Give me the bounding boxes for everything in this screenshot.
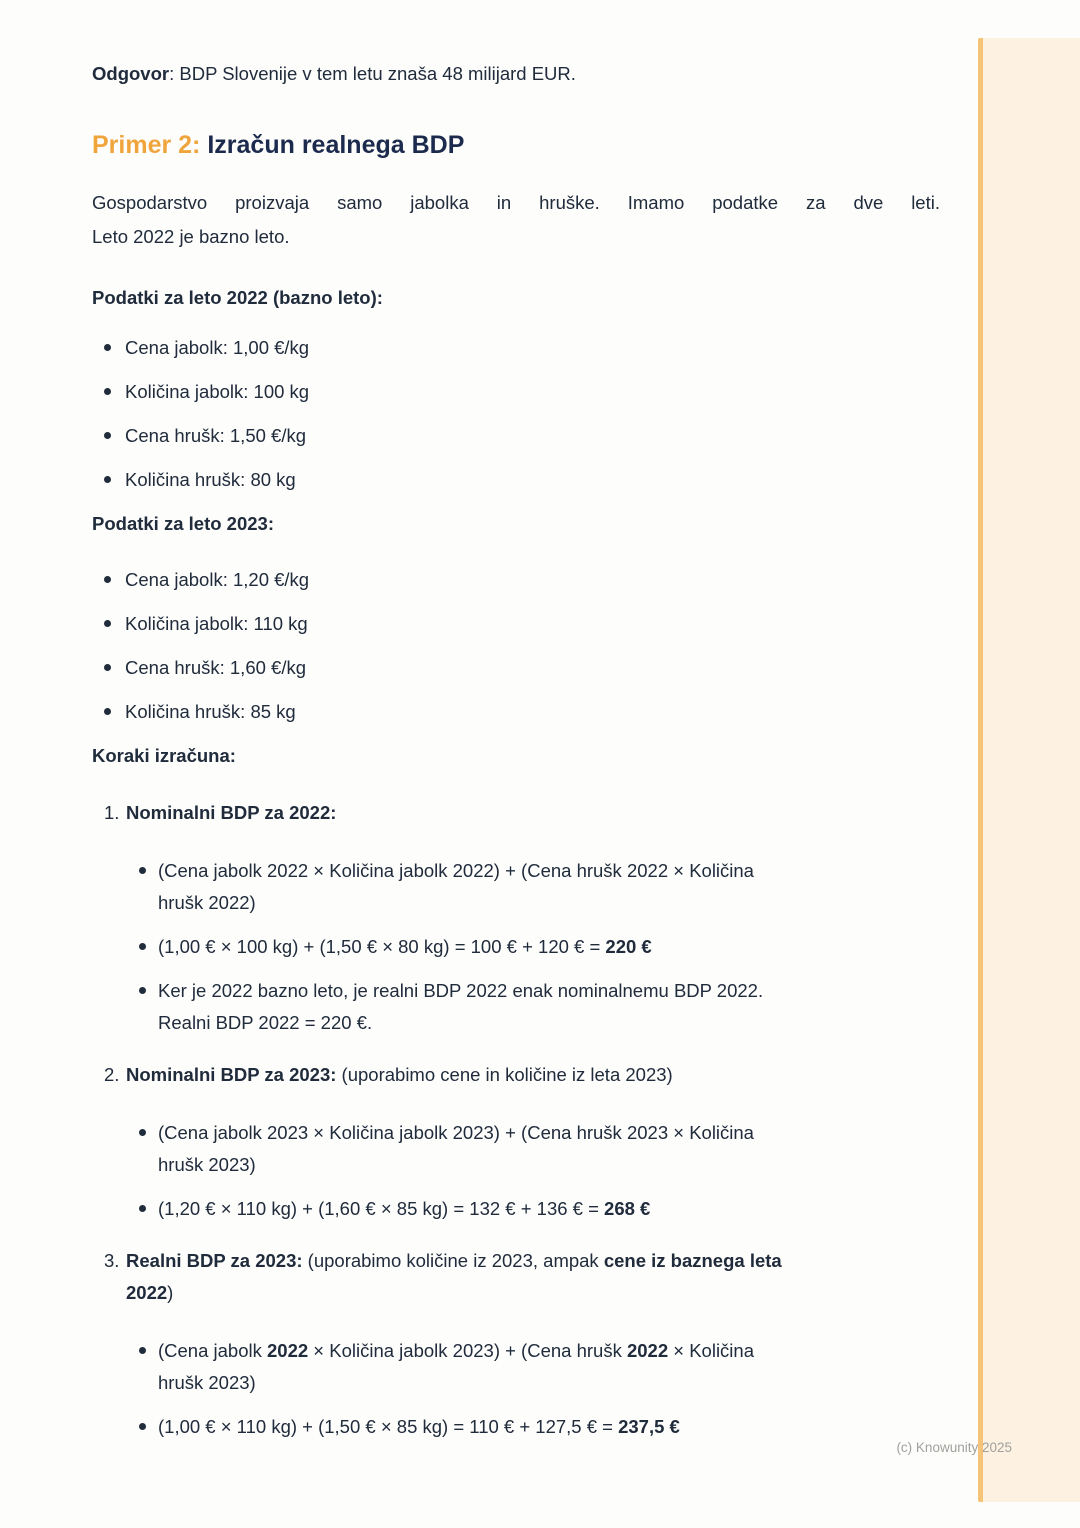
- text-segment: (Cena jabolk 2022 × Količina jabolk 2022) + (Cena hrušk 2022 × Količina hrušk 2022): [158, 860, 754, 913]
- text-segment: × Količina jabolk 2023) + (Cena hrušk: [308, 1340, 627, 1361]
- list-item: [126, 975, 778, 1039]
- section-title-steps: Koraki izračuna:: [92, 745, 236, 766]
- step-sublist: [126, 855, 832, 1039]
- step-title: [126, 1059, 832, 1091]
- text-segment: (Cena jabolk 2023 × Količina jabolk 2023) + (Cena hrušk 2023 × Količina hrušk 2023): [158, 1122, 754, 1175]
- step-sublist: [126, 1117, 832, 1225]
- section-title-2023: Podatki za leto 2023:: [92, 513, 274, 534]
- list-item-text: Cena jabolk: 1,20 €/kg: [125, 569, 310, 590]
- list-item: [92, 654, 940, 681]
- answer-text: : BDP Slovenije v tem letu znaša 48 milijard EUR.: [169, 63, 576, 84]
- list-item: [92, 610, 940, 637]
- page-title: [92, 130, 940, 160]
- list-item: [92, 566, 940, 593]
- list-item-text: Cena hrušk: 1,60 €/kg: [125, 657, 306, 678]
- section-title-2022: Podatki za leto 2022 (bazno leto):: [92, 287, 383, 308]
- text-segment: (1,20 € × 110 kg) + (1,60 € × 85 kg) = 132 € + 136 € =: [158, 1198, 605, 1219]
- step-title: [126, 1245, 832, 1309]
- text-segment: 220 €: [605, 936, 652, 957]
- intro-line: Gospodarstvo proizvaja samo jabolka in hruške. Imamo podatke za dve leti.: [92, 192, 940, 213]
- list-item: [92, 378, 940, 405]
- text-segment: Realni BDP za 2023:: [126, 1250, 303, 1271]
- list-item-text: Količina hrušk: 85 kg: [125, 701, 296, 722]
- text-segment: (1,00 € × 110 kg) + (1,50 € × 85 kg) = 110 € + 127,5 € =: [158, 1416, 619, 1437]
- document-content: [92, 0, 940, 1463]
- data-list-2023: [92, 566, 940, 725]
- step-item: [92, 1059, 832, 1225]
- text-segment: (1,00 € × 100 kg) + (1,50 € × 80 kg) = 100 € + 120 € =: [158, 936, 606, 957]
- list-item: [126, 1335, 778, 1399]
- list-item-text: Količina jabolk: 110 kg: [125, 613, 308, 634]
- text-segment: 268 €: [604, 1198, 651, 1219]
- list-item: [92, 334, 940, 361]
- list-item: [92, 466, 940, 493]
- text-segment: 237,5 €: [618, 1416, 680, 1437]
- calculation-steps: [92, 797, 940, 1443]
- answer-label: Odgovor: [92, 63, 170, 84]
- list-item-text: Cena hrušk: 1,50 €/kg: [125, 425, 306, 446]
- list-item: [126, 1411, 778, 1443]
- step-number: 1.: [104, 802, 120, 823]
- watermark: (c) Knowunity 2025: [896, 1440, 1012, 1455]
- step-number: 2.: [104, 1064, 120, 1085]
- text-segment: (Cena jabolk: [158, 1340, 268, 1361]
- text-segment: 2022: [626, 1340, 669, 1361]
- text-segment: (uporabimo cene in količine iz leta 2023): [336, 1064, 673, 1085]
- page-title-rest: Izračun realnega BDP: [207, 131, 465, 159]
- list-item-text: Količina jabolk: 100 kg: [125, 381, 310, 402]
- step-item: [92, 1245, 832, 1443]
- list-item: [126, 855, 778, 919]
- list-item: [126, 931, 778, 963]
- text-segment: Nominalni BDP za 2022:: [126, 802, 337, 823]
- list-item-text: Količina hrušk: 80 kg: [125, 469, 296, 490]
- text-segment: Nominalni BDP za 2023:: [126, 1064, 337, 1085]
- list-item-text: Cena jabolk: 1,00 €/kg: [125, 337, 310, 358]
- text-segment: ): [167, 1282, 174, 1303]
- text-segment: 2022: [267, 1340, 309, 1361]
- text-segment: Ker je 2022 bazno leto, je realni BDP 2022 enak nominalnemu BDP 2022. Realni BDP 2022 = 220 €.: [158, 980, 764, 1033]
- text-segment: cene iz baznega leta 2022: [126, 1250, 782, 1303]
- step-sublist: [126, 1335, 832, 1443]
- text-segment: (uporabimo količine iz 2023, ampak: [302, 1250, 604, 1271]
- list-item: [92, 698, 940, 725]
- step-item: [92, 797, 832, 1039]
- text-segment: × Količina hrušk 2023): [158, 1340, 754, 1393]
- list-item: [126, 1193, 778, 1225]
- intro-paragraph: [92, 186, 940, 254]
- page-title-accent: Primer 2:: [92, 131, 208, 159]
- step-number: 3.: [104, 1250, 120, 1271]
- data-list-2022: [92, 334, 940, 493]
- intro-line: Leto 2022 je bazno leto.: [92, 226, 290, 247]
- page-edge-decoration: [978, 38, 1080, 1502]
- answer-line: [92, 0, 940, 87]
- list-item: [126, 1117, 778, 1181]
- list-item: [92, 422, 940, 449]
- step-title: [126, 797, 832, 829]
